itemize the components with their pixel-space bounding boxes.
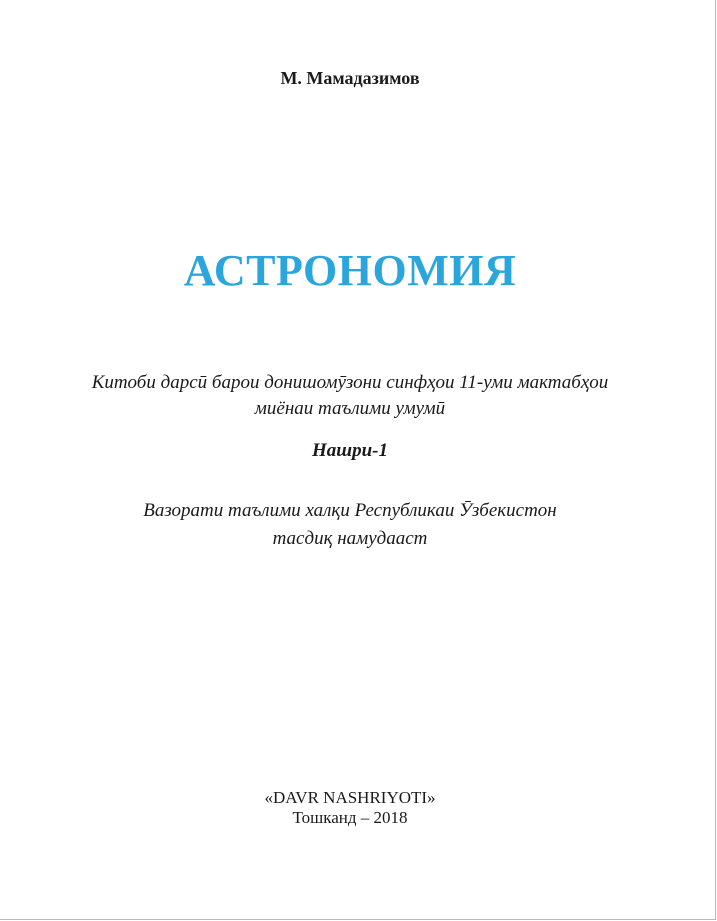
approval-line-1: Вазорати таълими халқи Республикаи Ӯзбекистон (143, 500, 557, 521)
city-year: Тошканд – 2018 (292, 808, 408, 827)
edition-label: Нашри-1 (312, 440, 388, 461)
subtitle-line-2: миёнаи таълими умумӣ (254, 398, 446, 419)
book-title: АСТРОНОМИЯ (183, 246, 517, 295)
subtitle-line-1: Китоби дарсӣ барои донишомӯзони синфҳои 11-уми мактабҳои (91, 372, 609, 393)
author-name: М. Мамадазимов (280, 68, 420, 88)
publisher-name: «DAVR NASHRIYOTI» (264, 788, 436, 807)
approval-line-2: тасдиқ намудааст (272, 528, 428, 549)
